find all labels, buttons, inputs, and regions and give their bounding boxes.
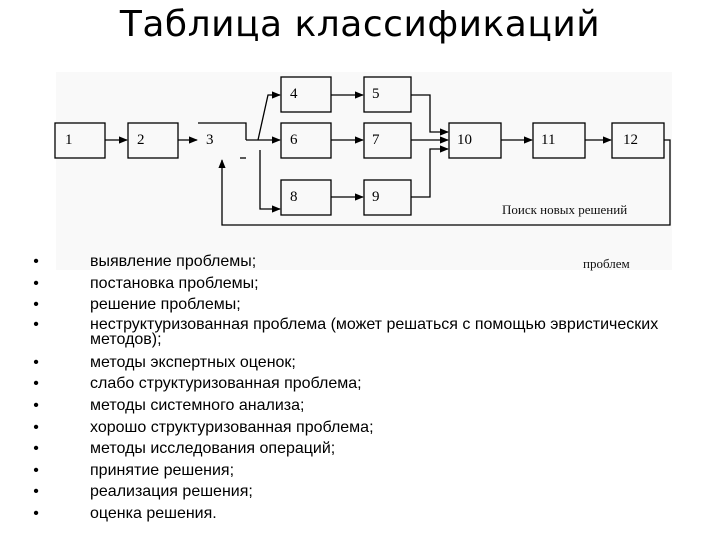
bullet-icon: •: [33, 396, 39, 414]
list-item-text: методы системного анализа;: [90, 396, 305, 414]
list-item: [30, 439, 710, 458]
list-item-text: хорошо структуризованная проблема;: [90, 418, 374, 436]
list-item: [30, 374, 710, 393]
box-2-label: 2: [137, 132, 145, 148]
bullet-list: [30, 252, 710, 526]
list-item-text: принятие решения;: [90, 461, 235, 479]
bullet-icon: •: [33, 274, 39, 292]
list-item: [30, 295, 710, 314]
list-item-text: выявление проблемы;: [90, 253, 257, 270]
list-item: [30, 461, 710, 480]
list-item-text: слабо структуризованная проблема;: [90, 375, 362, 393]
bullet-icon: •: [33, 483, 39, 501]
bullet-icon: •: [33, 375, 39, 393]
list-item-text: решение проблемы;: [90, 296, 241, 314]
caption-problems: проблем: [583, 256, 630, 271]
list-item: [30, 396, 710, 415]
box-5-label: 5: [372, 86, 380, 102]
list-item: [30, 418, 710, 437]
list-item-text: оценка решения.: [90, 504, 217, 522]
list-item-text: постановка проблемы;: [90, 274, 259, 292]
bullet-icon: •: [33, 418, 39, 436]
list-item: [30, 353, 710, 372]
list-item-text: методы экспертных оценок;: [90, 353, 296, 371]
bullet-icon: •: [33, 504, 39, 522]
bullet-icon: •: [33, 461, 39, 479]
box-11-label: 11: [541, 132, 556, 148]
box-4-label: 4: [290, 86, 298, 102]
box-9-label: 9: [372, 189, 380, 205]
list-item-text: методы исследования операций;: [90, 440, 336, 458]
box-12-label: 12: [623, 132, 638, 148]
box-3-label: 3: [206, 132, 214, 148]
slide-title: Таблица классификаций: [119, 4, 601, 45]
list-item: [30, 274, 710, 293]
list-item-text: реализация решения;: [90, 483, 253, 501]
bullet-icon: •: [33, 353, 39, 371]
bullet-icon: •: [33, 296, 39, 314]
box-6-label: 6: [290, 132, 298, 148]
box-10-label: 10: [457, 132, 472, 148]
list-item: [30, 504, 710, 523]
bullet-icon: •: [33, 253, 39, 270]
list-item: [30, 317, 710, 347]
box-1-label: 1: [65, 132, 73, 148]
bullet-icon: •: [33, 440, 39, 458]
caption-new-solutions: Поиск новых решений: [502, 202, 628, 217]
box-8-label: 8: [290, 189, 298, 205]
box-7-label: 7: [372, 132, 380, 148]
bullet-icon: •: [33, 315, 39, 333]
list-item-text: неструктуризованная проблема (может решаться с помощью эвристических методов);: [90, 315, 659, 348]
list-item: [30, 252, 710, 271]
list-item: [30, 482, 710, 501]
